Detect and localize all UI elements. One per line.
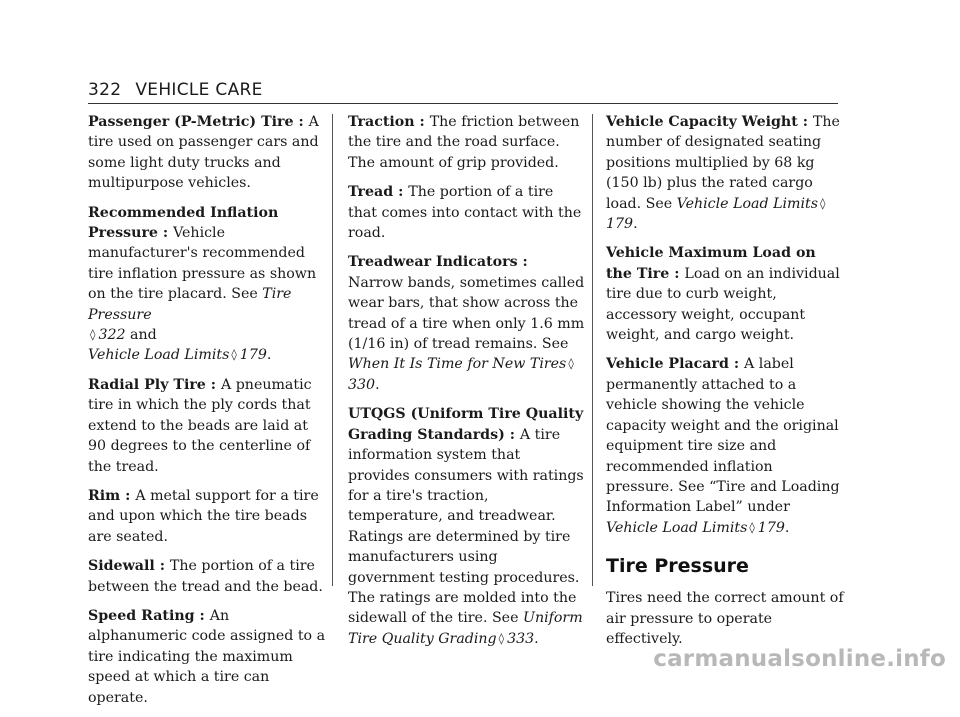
glossary-entry: Speed Rating : An alphanumeric code assigned to a tire indicating the maximum speed at which a tire can operate. bbox=[88, 607, 326, 706]
glossary-term: Traction bbox=[348, 114, 415, 130]
glossary-entry: Vehicle Maximum Load on the Tire : Load on an individual tire due to curb weight, accessory weight, occupant weight, and cargo weight. bbox=[606, 245, 840, 344]
glossary-term: Vehicle Placard bbox=[606, 356, 729, 373]
glossary-term: Vehicle Maximum Load on the Tire bbox=[606, 245, 816, 282]
glossary-definition: Narrow bands, sometimes called wear bars, that show across the tread of a tire when only 1.6 mm (1/16 in) of tread remains. See bbox=[348, 274, 585, 353]
glossary-entry: Rim : A metal support for a tire and upon which the tire beads are seated. bbox=[88, 487, 319, 545]
page-reference[interactable]: 179 bbox=[757, 519, 785, 536]
cross-reference-link[interactable]: Vehicle Load Limits bbox=[88, 347, 230, 364]
cross-reference-link[interactable]: Vehicle Load Limits bbox=[676, 195, 819, 212]
glossary-entry: Recommended Inflation Pressure : Vehicle manufacturer's recommended tire inflation pressure as shown on the tire placard. See Tire Pressure ◊ 322 and Vehicle Load Limits ◊ 179. bbox=[88, 203, 326, 366]
glossary-term: Treadwear Indicators bbox=[348, 254, 518, 271]
glossary-term: Speed Rating bbox=[88, 607, 195, 624]
page-header bbox=[88, 80, 263, 100]
page-reference[interactable]: 322 bbox=[98, 327, 126, 344]
glossary-definition: A tire information system that provides consumers with ratings for a tire's traction, temperature, and treadwear. Ratings are determined by tire manufacturers using government testing procedures. The ratings are molded into the sidewall of the tire. See bbox=[348, 426, 584, 627]
cross-reference-link[interactable]: Uniform Tire Quality Grading bbox=[348, 610, 583, 647]
glossary-entry: Tread : The portion of a tire that comes into contact with the road. bbox=[348, 184, 582, 242]
page-reference-icon: ◊ bbox=[498, 631, 505, 645]
glossary-definition: Load on an individual tire due to curb weight, accessory weight, occupant weight, and cargo weight. bbox=[606, 265, 840, 344]
glossary-definition: A pneumatic tire in which the ply cords that extend to the beads are laid at 90 degrees to the centerline of the tread. bbox=[88, 376, 312, 475]
glossary-definition: The portion of a tire that comes into contact with the road. bbox=[348, 184, 582, 242]
conjunction-text: and bbox=[130, 327, 157, 344]
page-reference[interactable]: 179 bbox=[239, 347, 267, 364]
glossary-definition: The friction between the tire and the road surface. The amount of grip provided. bbox=[348, 114, 580, 171]
section-heading: Tire Pressure bbox=[606, 555, 749, 578]
glossary-entry: Sidewall : The portion of a tire between the tread and the bead. bbox=[88, 558, 323, 595]
section-intro-text: Tires need the correct amount of air pressure to operate effectively. bbox=[606, 590, 844, 647]
glossary-entry: UTQGS (Uniform Tire Quality Grading Standards) : A tire information system that provides consumers with ratings for a tire's traction, temperature, and treadwear. Ratings are determined by tire manufacturers using government testing procedures. The ratings are molded into the sidewall of the tire. See Uniform Tire Quality Grading ◊ 333. bbox=[348, 404, 586, 649]
glossary-entry: Vehicle Capacity Weight : The number of designated seating positions multiplied by 68 kg (150 lb) plus the rated cargo load. See Vehicle Load Limits ◊179. bbox=[606, 114, 840, 233]
cross-reference-link[interactable]: When It Is Time for New Tires bbox=[348, 356, 567, 373]
page-reference[interactable]: 179 bbox=[606, 216, 634, 233]
glossary-term: Radial Ply Tire bbox=[88, 376, 206, 393]
glossary-term: Rim bbox=[88, 487, 121, 504]
watermark: carmanualsonline.info bbox=[653, 646, 946, 672]
glossary-definition: The portion of a tire between the tread and the bead. bbox=[88, 558, 323, 595]
column-2 bbox=[348, 112, 586, 658]
page-reference-icon: ◊ bbox=[90, 328, 96, 342]
cross-reference-link[interactable]: Vehicle Load Limits bbox=[606, 519, 748, 536]
glossary-term: Vehicle Capacity Weight bbox=[606, 114, 798, 130]
page-reference[interactable]: 333 bbox=[507, 630, 535, 647]
glossary-definition: An alphanumeric code assigned to a tire indicating the maximum speed at which a tire can operate. bbox=[88, 607, 326, 706]
section-name: VEHICLE CARE bbox=[135, 80, 263, 100]
cross-reference-link[interactable]: Tire Pressure bbox=[88, 286, 292, 323]
glossary-entry: Passenger (P-Metric) Tire : A tire used on passenger cars and some light duty trucks and multipurpose vehicles. bbox=[88, 114, 319, 192]
glossary-entry: Vehicle Placard : A label permanently attached to a vehicle showing the vehicle capacity weight and the original equipment tire size and recommended inflation pressure. See “Tire and Loading Information Label” under Vehicle Load Limits ◊ 179. bbox=[606, 354, 844, 538]
glossary-term: Recommended Inflation Pressure bbox=[88, 204, 279, 242]
column-3 bbox=[606, 112, 844, 658]
column-divider bbox=[592, 114, 593, 586]
page-number: 322 bbox=[88, 80, 122, 100]
column-1 bbox=[88, 112, 326, 717]
glossary-term: Passenger (P-Metric) Tire bbox=[88, 114, 294, 130]
glossary-definition: A metal support for a tire and upon which the tire beads are seated. bbox=[88, 487, 319, 545]
glossary-definition: The number of designated seating positions multiplied by 68 kg (150 lb) plus the rated cargo load. See bbox=[606, 114, 840, 212]
glossary-term: Tread bbox=[348, 184, 394, 201]
page-reference-icon: ◊ bbox=[568, 357, 574, 371]
page-reference-icon: ◊ bbox=[231, 348, 237, 362]
glossary-definition: Vehicle manufacturer's recommended tire inflation pressure as shown on the tire placard. See bbox=[88, 225, 317, 303]
glossary-definition: A tire used on passenger cars and some light duty trucks and multipurpose vehicles. bbox=[88, 114, 319, 192]
glossary-entry: Radial Ply Tire : A pneumatic tire in which the ply cords that extend to the beads are laid at 90 degrees to the centerline of the tread. bbox=[88, 376, 312, 475]
glossary-entry: Traction : The friction between the tire and the road surface. The amount of grip provided. bbox=[348, 114, 580, 171]
glossary-term: UTQGS (Uniform Tire Quality Grading Standards) bbox=[348, 406, 584, 443]
glossary-term: Sidewall bbox=[88, 558, 155, 575]
glossary-entry: Treadwear Indicators : Narrow bands, sometimes called wear bars, that show across the tread of a tire when only 1.6 mm (1/16 in) of tread remains. See When It Is Time for New Tires ◊330. bbox=[348, 254, 585, 393]
page-reference[interactable]: 330 bbox=[348, 376, 376, 393]
glossary-definition: A label permanently attached to a vehicle showing the vehicle capacity weight and the original equipment tire size and recommended inflation pressure. See “Tire and Loading Information Label” under bbox=[606, 356, 840, 516]
header-rule bbox=[88, 103, 838, 104]
page-reference-icon: ◊ bbox=[749, 520, 755, 534]
column-divider bbox=[332, 114, 333, 586]
page-reference-icon: ◊ bbox=[820, 196, 826, 210]
